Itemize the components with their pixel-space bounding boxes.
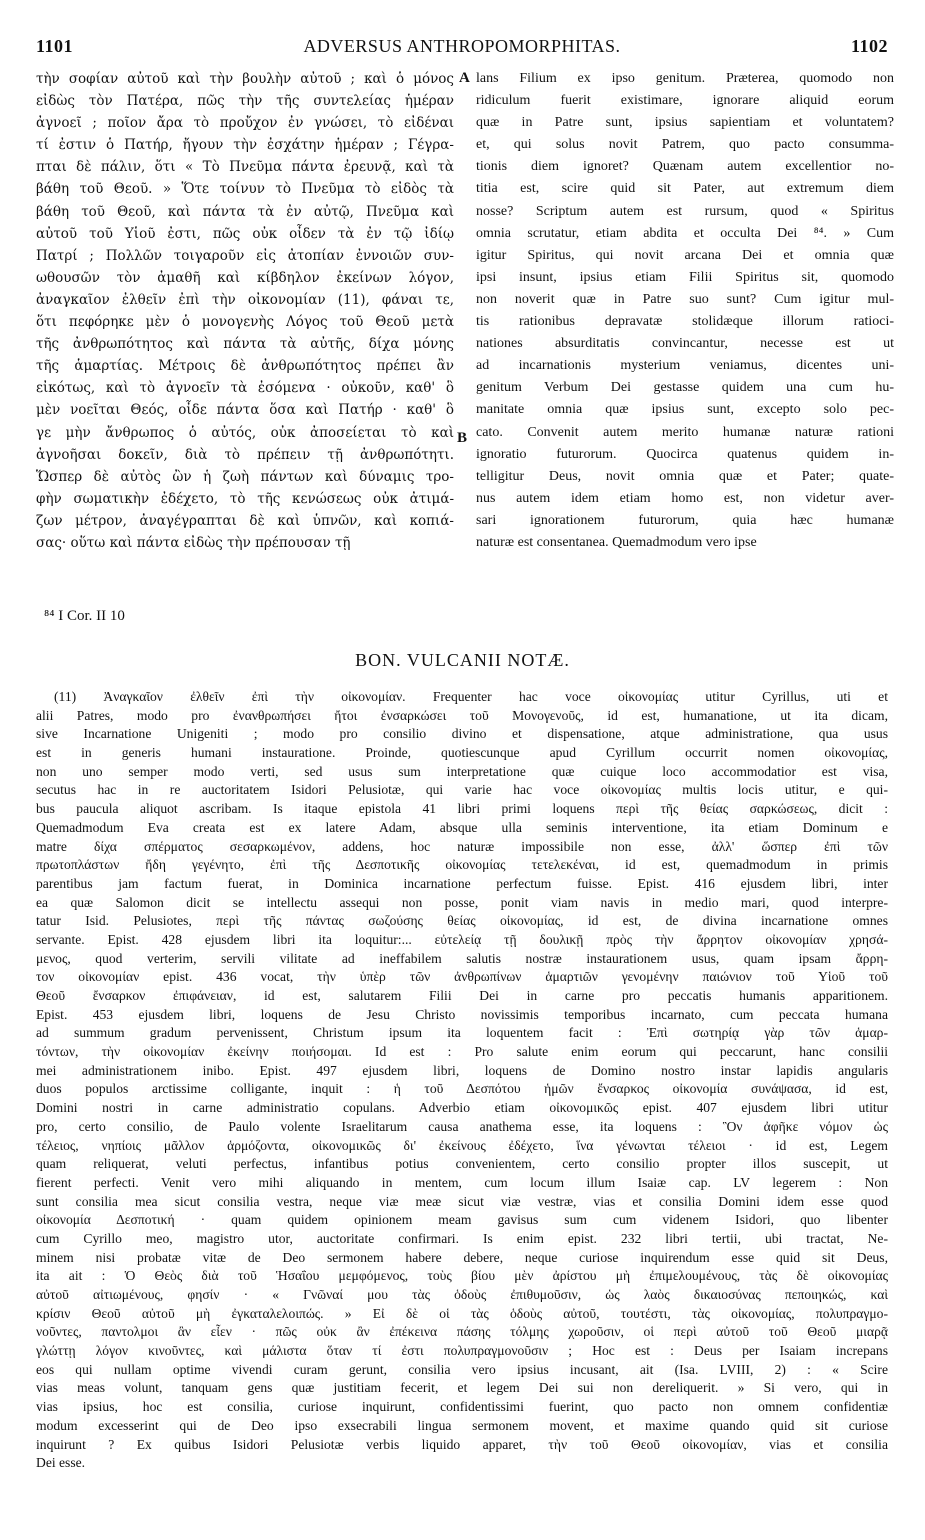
note-text-line: αὐτοῦ αἰτιωμένους, φησίν · « Γνῶναί μου τὰς ὁδοὺς ἐπιθυμοῦσιν, ὡς λαὸς δικαιοσύνας πεποιηκώς, καὶ [36,1287,888,1302]
latin-text-line: omnia scrutatur, etiam abdita et occulta Dei ⁸⁴. » Cum [476,225,894,241]
note-text-line: alii Patres, modo pro ἐνανθρωπήσει ἤτοι ἐνσαρκώσει τοῦ Μονογενοῦς, id est, humanatione, ut ita dicam, [36,707,888,723]
note-text-line: eos qui nullam optime vivendi curam gerunt, consilia vero ipsius incusant, ait (Isa. LVIII, 2) : « Scire [36,1361,888,1377]
note-text-line: κρίσιν Θεοῦ αὐτοῦ μὴ ἐγκαταλελοιπώς. » Εἰ δὲ οἱ τὰς ὁδοὺς αὐτοῦ, τουτέστι, τὰς οἰκονομίας, πολυπραγμο- [36,1305,888,1321]
greek-text-line: βάθη τοῦ Θεοῦ. » Ὅτε τοίνυν τὸ Πνεῦμα τὸ εἰδὸς τὰ [36,181,454,198]
running-title: ADVERSUS ANTHROPOMORPHITAS. [303,36,621,56]
note-text-line: ita ait : Ὁ Θεὸς διὰ τοῦ Ἡσαΐου μεμφόμενος, τοὺς βίου μὲν ἀρίστου μὴ ἐπιμελουμένους, τὰς δὲ οἰκονομίας [36,1268,888,1284]
latin-text-line: manitate omnia quæ ipsius sunt, excepto solo pec- [476,402,894,418]
latin-text-line: ipsi insunt, ipsius etiam Filii Spiritus sit, quomodo [476,269,894,285]
greek-text-line: τί ἐστιν ὁ Πατήρ, ἤγουν τὴν ἐσχάτην ἡμέραν ; Γέγρα- [36,137,454,154]
latin-text-line: telligitur Deus, novit omnia quæ et Pater; quate- [476,468,894,484]
greek-text-line: Πατρί ; Πολλῶν τοιγαροῦν εἰς ἀτοπίαν ἐννοιῶν συν- [36,247,454,264]
latin-text-line: sari ignorationem futurorum, quia hæc humanæ [476,512,894,528]
greek-text-line: αὐτοῦ τοῦ Υἱοῦ ἐστι, πῶς οὐκ οἶδεν τὰ ἐν τῷ ἰδίῳ [36,225,454,242]
note-text-line: ea quæ Salomon dicit se intellectu assequi non posse, ponit viam navis in medio mari, quod interpre- [36,894,888,910]
note-text-line: Quemadmodum Eva creata est ex latere Adam, absque ulla seminis interventione, ita etiam Dominum e [36,819,888,835]
latin-text-line: igitur Spiritus, qui novit arcana Dei et omnia quæ [476,247,894,263]
latin-text-line: tis rationibus depravatæ stolidæque illorum ratioci- [476,314,894,330]
note-text-line: sive Incarnatione Unigeniti ; modo pro consilio divino et dispensatione, atque administratione, qua usus [36,726,888,742]
note-text-line: tatur Isid. Pelusiotes, περὶ τῆς πάντας σωζούσης θείας οἰκονομίας, id est, de divina incarnatione omnes [36,913,888,929]
greek-text-line: γε μὴν ἄνθρωπος ὁ αὐτός, οὐκ ἀποσείεται τὸ καὶ [36,424,454,441]
greek-text-line: τὴν σοφίαν αὐτοῦ καὶ τὴν βουλὴν αὐτοῦ ; καὶ ὁ μόνος [36,71,454,87]
latin-text-column [476,68,894,554]
note-text-line: τον οἰκονομίαν epist. 436 vocat, τὴν ὑπὲρ τῶν ἀνθρωπίνων ἁμαρτιῶν γενομένην παιώνιον τοῦ Υἱοῦ τοῦ [36,969,888,985]
latin-text-line: titia est, scire quid sit Pater, aut extremum diem [476,181,894,197]
greek-text-line: βάθη τοῦ Θεοῦ, καὶ πάντα τὰ ἐν αὐτῷ, Πνεῦμα καὶ [36,203,454,220]
note-text-line: non uno semper modo verti, sed usus sum interpretatione quæ cuique loco accommodatior est visa, [36,763,888,779]
notes-body [36,688,888,1473]
note-text-line: inquirunt ? Ex quibus Isidori Pelusiotæ verbis liquido apparet, τὴν τοῦ Θεοῦ οἰκονομίαν, vias et consilia [36,1436,888,1452]
greek-text-line: μὲν νοεῖται Θεός, οἶδε πάντα ὅσα καὶ Πατήρ · καθ' ὃ [36,402,454,419]
latin-text-line: tionis diem ignoret? Quænam autem excellentior no- [476,159,894,175]
note-text-line: Domini nostri in carne administratio copulans. Adverbio etiam οἰκονομικῶς epist. 407 ejusdem libri utitur [36,1100,888,1116]
note-text-line: cum Cyrillo meo, magistro utor, auctoritate confirmari. Is enim epist. 232 libri tertii, ubi tractat, Ne- [36,1230,888,1246]
greek-text-line: ωθουσῶν τὸν ἀμαθῆ καὶ κίβδηλον ἐκείνων λόγον, [36,269,454,286]
note-text-line: minem nisi probatæ vitæ de Deo sermonem habere debere, neque curiose inquirendum esse quid sit Deus, [36,1249,888,1265]
latin-text-line: ridiculum fuerit existimare, ignorare aliquid eorum [476,93,894,109]
latin-text-line: naturæ est consentanea. Quemadmodum vero ipse [476,534,757,550]
note-text-line: duos populos arctissime colligante, inquit : ἡ τοῦ Δεσπότου ἡμῶν ἔνσαρκος οἰκονομία συνάψασα, id est, [36,1081,888,1097]
latin-text-line: nus autem idem etiam homo est, non videtur aver- [476,490,894,506]
latin-text-line: genitum Verbum Dei gestasse quidem una cum hu- [476,380,894,396]
greek-text-line: εἰδὼς τὸν Πατέρα, πῶς τὴν τῆς συντελείας ἡμέραν [36,93,454,110]
footnote: ⁸⁴ I Cor. II 10 [44,608,125,624]
note-text-line: vias meas volunt, tanquam gens quæ justitiam fecerit, et legem Dei sui non dereliquerit. » Si vero, qui in [36,1380,888,1396]
latin-text-line: nationes absurditatis convincantur, necesse est ut [476,336,894,352]
latin-text-line: non noverit quæ in Patre suo sunt? Cum igitur mul- [476,291,894,307]
greek-text-line: ἀγνοεῖ ; ποῖον ἄρα τὸ προὔχον ἐν γνώσει, τὸ εἰδέναι [36,115,454,132]
latin-text-line: nosse? Scriptum autem est rursum, quod « Spiritus [476,203,894,219]
note-text-line: modum excesserint qui de Deo ipso exsecrabili lingua sermonem movent, et maxime quando quid sit curiose [36,1417,888,1433]
page-number-right: 1102 [850,36,888,56]
latin-text-line: cato. Convenit autem merito humanæ naturæ rationi [476,424,894,440]
page-header [36,36,888,60]
note-text-line: ad summum gradum pervenissent, Christum ipsum ita loquentem facit : Ἐπὶ σωτηρίᾳ γὰρ τῶν ἁμαρ- [36,1025,888,1041]
note-text-line: πρωτοπλάστων ἤδη γεγένητο, ἐπὶ τῆς Δεσποτικῆς οἰκονομίας τετελεκέναι, id est, quemadmodum in primis [36,857,888,873]
note-text-line: τόντων, τὴν οἰκονομίαν ἐκείνην ποιήσομαι. Id est : Pro salute enim eorum qui peccarunt, hanc consilii [36,1044,888,1060]
note-text-line: est in generis humani instauratione. Proinde, quotiescunque apud Cyrillum occurrit nomen οἰκονομίας, [36,745,888,761]
latin-text-line: quæ in Patre sunt, ipsius sapientiam et voluntatem? [476,115,894,131]
note-text-line: γλώττῃ λόγον κινοῦντες, καὶ μάλιστα ὅταν τί ἐστι πολυπραγμονοῦσιν ; Hoc est : Deus per Isaiam increpans [36,1343,888,1359]
greek-text-line: ζων μέτρον, ἀναγέγραπται δὲ καὶ ὑπνῶν, καὶ κοπιά- [36,512,454,529]
note-text-line: Epist. 453 ejusdem libri, loquens de Jesu Christo novissimis temporibus incarnato, cum peccata humana [36,1006,888,1022]
note-text-line: servante. Epist. 428 ejusdem libri ita loquitur:... εὐτελείᾳ τῇ δουλικῇ πρὸς τὴν ἄρρητον οἰκονομίαν χρησά- [36,931,888,947]
note-text-line: pro, certo consilio, de Paulo volente Israelitarum causa anathema esse, ita loquens : Ὃν ἀφῆκε νόμον ὡς [36,1118,888,1134]
note-text-line: secutus hac in re auctoritatem Isidori Pelusiotæ, qui varie hac voce οἰκονομίας multis locis utitur, e qui- [36,782,888,798]
greek-text-line: ἀγνοῆσαι δοκεῖν, διὰ τὸ πρέπειν τῇ ἀνθρωπότητι. [36,446,454,463]
greek-text-line: πται δὲ πάλιν, ὅτι « Τὸ Πνεῦμα πάντα ἐρευνᾷ, καὶ τὰ [36,159,454,176]
note-text-line: νοῦντες, παντολμοι ἂν εἶεν · πῶς οὐκ ἂν ἐπέκεινα πάσης τόλμης χωροῦσιν, οἱ περὶ αὐτοῦ τοῦ Θεοῦ μιαρᾷ [36,1324,888,1340]
note-text-line: μενος, quod verterim, servili vilitate ad ineffabilem salutis nostræ instaurationem usus, quam ipsam ἄρρη- [36,950,888,966]
greek-text-column [36,68,454,554]
greek-text-line: ἀναγκαῖον ἐλθεῖν ἐπὶ τὴν οἰκονομίαν (11), φάναι τε, [36,291,454,308]
greek-text-line: φὴν σωματικὴν ἐδέχετο, τὸ τῆς κενώσεως οὐκ ἀτιμά- [36,490,454,507]
greek-text-line: σας· οὕτω καὶ πάντα εἰδὼς τὴν πρέπουσαν τῇ [36,534,351,551]
note-text-line: vias ipsius, hoc est consilia, curiose inquirunt, confidentissimi fuerint, quo pacto non omnem confidentiæ [36,1399,888,1415]
note-text-line: τέλειος, νηπίοις μᾶλλον ἁρμόζοντα, οἰκονομικῶς δι' ἐκείνους ἐδέχετο, ἵνα γένωνται τέλειοι · id est, Legem [36,1137,888,1153]
note-text-line: (11) Ἀναγκαῖον ἐλθεῖν ἐπὶ τὴν οἰκονομίαν. Frequenter hac voce οἰκονομίας utitur Cyrillus, uti et [54,689,888,704]
greek-text-line: τῆς ἀνθρωπότητος καὶ πάντα τὰ αὐτῆς, δίχα μόνης [36,336,454,353]
notes-heading: BON. VULCANII NOTÆ. [355,650,570,670]
note-text-line: parentibus jam factum fuerat, in Dominica incarnatione perfectum fuisse. Epist. 416 ejusdem libri, inter [36,875,888,891]
latin-text-line: et, qui solus novit Patrem, quo pacto consumma- [476,137,894,153]
greek-text-line: Ὥσπερ δὲ αὐτὸς ὢν ἡ ζωὴ πάντων καὶ δύναμις τρο- [36,468,454,485]
greek-text-line: ὅτι πεφόρηκε μὲν ὁ μονογενὴς Λόγος τοῦ Θεοῦ μετὰ [36,314,454,331]
note-text-line: Dei esse. [36,1455,86,1471]
greek-text-line: εἰκότως, καὶ τὸ ἀγνοεῖν τὰ ἐσόμενα · οὐκοῦν, καθ' ὃ [36,380,454,397]
latin-text-line: ad incarnationis mysterium veniamus, dicentes uni- [476,358,894,374]
latin-text-line: lans Filium ex ipso genitum. Præterea, quomodo non [476,71,894,86]
latin-text-line: ignoratio futurorum. Quocirca quatenus quidem in- [476,446,894,462]
note-text-line: οἰκονομία Δεσποτική · quam quidem opinionem meam gavisus sum cum videnem Isidori, quo libenter [36,1212,888,1228]
page-number-left: 1101 [36,36,74,56]
column-marker-b: B [457,430,468,446]
note-text-line: quam reliquerat, veluti perfectus, infantibus potius convenientem, certo consilio propter illos suscepit, ut [36,1156,888,1172]
note-text-line: mei administrationem inibo. Epist. 497 ejusdem libri, loquens de Domino nostro instar lapidis angularis [36,1062,888,1078]
note-text-line: matre δίχα σπέρματος σεσαρκωμένον, addens, hoc naturæ impossibile non esse, ἀλλ' ὥσπερ ἐπὶ τῶν [36,838,888,854]
column-marker-a: A [459,70,470,86]
note-text-line: sunt consilia mea sicut consilia vestra, neque viæ meæ sicut viæ vestræ, vias et consilia Domini idem esse quod [36,1193,888,1209]
note-text-line: fierent perfecti. Venit vero mihi aliquando in mentem, cum locum illum Isaiæ cap. LV legerem : Non [36,1174,888,1190]
note-text-line: bus paucula aliquot ascribam. Is itaque epistola 41 libri primi loquens περὶ τῆς θείας σαρκώσεως, dicit : [36,801,888,817]
note-text-line: Θεοῦ ἔνσαρκον ἐπιφάνειαν, id est, salutarem Filii Dei in carne pro peccatis humanis apparitionem. [36,988,888,1003]
greek-text-line: τῆς ἁμαρτίας. Μέτροις δὲ ἀνθρωπότητος πρέπει ἂν [36,358,454,375]
